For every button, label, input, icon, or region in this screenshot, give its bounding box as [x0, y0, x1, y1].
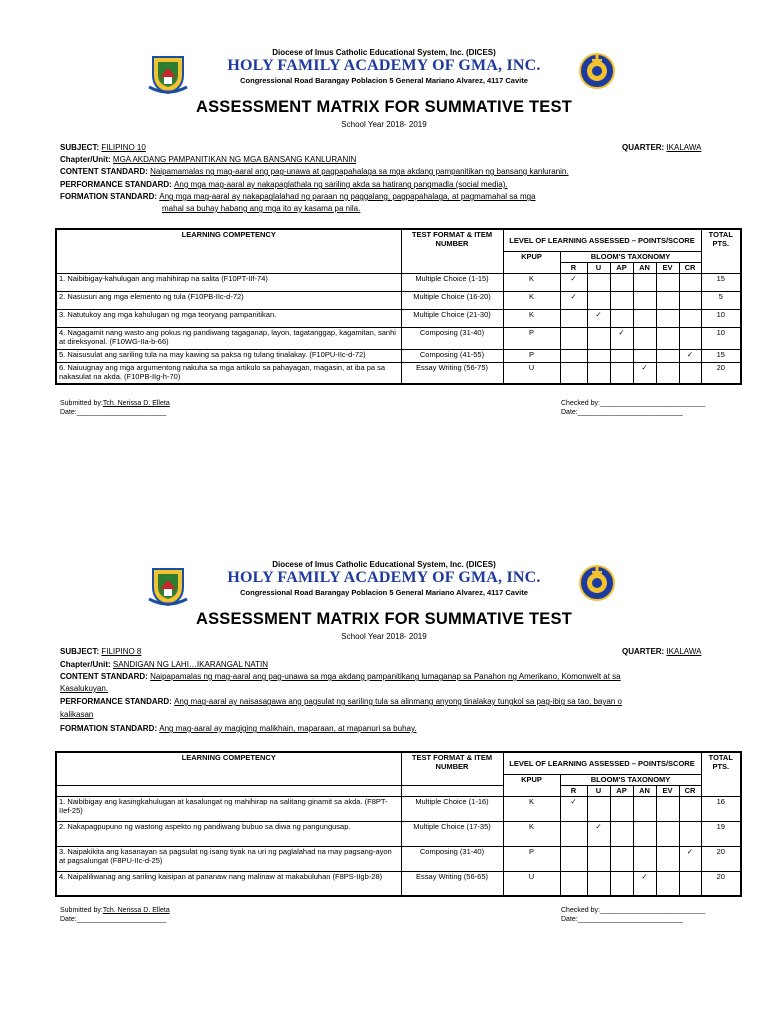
- bloom-cell-cr: [679, 796, 701, 821]
- bloom-cell-ap: [610, 362, 633, 384]
- date-left: Date:_______________________: [60, 409, 167, 416]
- table-row: [56, 309, 741, 327]
- bloom-cell-ap: [610, 796, 633, 821]
- quarter-field: QUARTER: IKALAWA: [622, 647, 702, 656]
- diocese-line: Diocese of Imus Catholic Educational System, Inc. (DICES): [272, 48, 496, 57]
- col-bloom: BLOOM'S TAXONOMY: [560, 251, 701, 262]
- bloom-cell-r: [560, 796, 587, 821]
- total-cell: 20: [701, 871, 741, 896]
- performance-standard-field: PERFORMANCE STANDARD: Ang mga mag-aaral ay nakapaglathala ng sariling akda sa hatirang pangmadla (social media).: [60, 180, 508, 189]
- bloom-cell-r: [560, 327, 587, 349]
- check-mark-icon: ✓: [686, 846, 694, 856]
- total-cell: 5: [701, 291, 741, 309]
- chapter-field: Chapter/Unit: MGA AKDANG PAMPANITIKAN NG MGA BANSANG KANLURANIN: [60, 155, 357, 164]
- check-mark-icon: ✓: [570, 273, 577, 283]
- bloom-cell-r: [560, 846, 587, 871]
- bloom-cell-ap: [610, 309, 633, 327]
- bloom-cell-ap: [610, 871, 633, 896]
- quarter-value: IKALAWA: [666, 143, 702, 152]
- document-title: ASSESSMENT MATRIX FOR SUMMATIVE TEST: [195, 98, 573, 116]
- format-cell: Multiple Choice (17-35): [401, 821, 503, 846]
- bloom-cell-ev: [656, 846, 679, 871]
- bloom-cell-ap: [610, 273, 633, 291]
- total-cell: 10: [701, 327, 741, 349]
- format-cell: Essay Writing (56-75): [401, 362, 503, 384]
- bloom-cell-u: [587, 273, 610, 291]
- kpup-cell: P: [503, 327, 560, 349]
- performance-standard-cont: kalikasan: [60, 710, 94, 719]
- submitted-by: Submitted by:Tch. Nerissa D. Elleta: [60, 907, 170, 914]
- bloom-cell-an: [633, 273, 656, 291]
- bloom-cell-ap: [610, 821, 633, 846]
- table-row: [56, 821, 741, 846]
- col-bloom: BLOOM'S TAXONOMY: [560, 774, 701, 785]
- competency-cell: 5. Naisusulat ang sariling tula na may kawing sa paksa ng tulang tinalakay. (F10PU-IIc-d-72): [56, 349, 401, 362]
- competency-cell: 6. Naiuugnay ang mga argumentong nakuha sa mga artikulo sa pahayagan, magasin, at iba pa sa nakasulat na akda. (F10PB-IIg-h-70): [56, 362, 401, 384]
- check-mark-icon: ✓: [570, 796, 577, 806]
- bloom-cell-cr: [679, 349, 701, 362]
- bloom-cell-ev: [656, 327, 679, 349]
- bloom-cell-an: [633, 796, 656, 821]
- bloom-cell-u: [587, 309, 610, 327]
- bloom-cell-an: [633, 871, 656, 896]
- bloom-cell-u: [587, 871, 610, 896]
- bloom-cell-ap: [610, 349, 633, 362]
- total-cell: 15: [701, 273, 741, 291]
- table-row: [56, 273, 741, 291]
- col-competency: LEARNING COMPETENCY: [56, 229, 401, 273]
- kpup-cell: U: [503, 362, 560, 384]
- bloom-cell-ev: [656, 796, 679, 821]
- bloom-cell-u: [587, 821, 610, 846]
- bloom-cell-cr: [679, 846, 701, 871]
- check-mark-icon: ✓: [595, 309, 602, 319]
- col-total: TOTAL PTS.: [701, 229, 741, 273]
- date-right: Date:___________________________: [561, 916, 683, 923]
- school-name: HOLY FAMILY ACADEMY OF GMA, INC.: [227, 57, 541, 74]
- document-title: ASSESSMENT MATRIX FOR SUMMATIVE TEST: [195, 610, 573, 628]
- bloom-cell-r: [560, 273, 587, 291]
- kpup-cell: P: [503, 846, 560, 871]
- subject-value: FILIPINO 10: [101, 143, 146, 152]
- format-cell: Composing (31-40): [401, 327, 503, 349]
- format-cell: Essay Writing (56-65): [401, 871, 503, 896]
- bloom-cell-ap: [610, 846, 633, 871]
- bloom-cell-u: [587, 349, 610, 362]
- bloom-cell-ev: [656, 871, 679, 896]
- col-total: TOTAL PTS.: [701, 752, 741, 796]
- col-format: TEST FORMAT & ITEM NUMBER: [401, 752, 503, 785]
- kpup-cell: K: [503, 821, 560, 846]
- bloom-cell-cr: [679, 821, 701, 846]
- bloom-cell-cr: [679, 871, 701, 896]
- content-standard-cont: Kasalukuyan.: [60, 684, 109, 693]
- total-cell: 20: [701, 846, 741, 871]
- assessment-sheet-2: [0, 512, 768, 1024]
- bloom-cell-an: [633, 291, 656, 309]
- check-mark-icon: ✓: [618, 327, 625, 337]
- bloom-cell-ev: [656, 349, 679, 362]
- checked-by: Checked by:___________________________: [561, 400, 706, 407]
- format-cell: Multiple Choice (1-16): [401, 796, 503, 821]
- bloom-cell-u: [587, 796, 610, 821]
- kpup-cell: U: [503, 871, 560, 896]
- submitted-by: Submitted by:Tch. Nerissa D. Elleta: [60, 400, 170, 407]
- bloom-cell-ev: [656, 821, 679, 846]
- bloom-cell-ap: [610, 327, 633, 349]
- kpup-cell: K: [503, 273, 560, 291]
- school-address: Congressional Road Barangay Poblacion 5 General Mariano Alvarez, 4117 Cavite: [240, 588, 528, 597]
- bloom-cell-r: [560, 291, 587, 309]
- subject-field: SUBJECT: FILIPINO 8: [60, 647, 142, 656]
- performance-standard-field: PERFORMANCE STANDARD: Ang mag-aaral ay naisasagawa ang pagsulat ng sariling tula sa alinmang anyong tinalakay tungkol sa pag-ibig sa tao, bayan o: [60, 697, 622, 706]
- kpup-cell: K: [503, 309, 560, 327]
- format-cell: Multiple Choice (16-20): [401, 291, 503, 309]
- bloom-cell-cr: [679, 309, 701, 327]
- competency-cell: 2. Nakapagpupuno ng wastong aspekto ng pandiwang bubuo sa diwa ng pangungusap.: [56, 821, 401, 846]
- competency-cell: 1. Naibibigay-kahulugan ang mahihirap na salita (F10PT-IIf-74): [56, 273, 401, 291]
- competency-cell: 2. Nasusuri ang mga elemento ng tula (F10PB-IIc-d-72): [56, 291, 401, 309]
- table-row: [56, 291, 741, 309]
- school-address: Congressional Road Barangay Poblacion 5 General Mariano Alvarez, 4117 Cavite: [240, 76, 528, 85]
- table-row: [56, 362, 741, 384]
- competency-cell: 3. Natutukoy ang mga kahulugan ng mga teoryang pampanitikan.: [56, 309, 401, 327]
- bloom-levels-row: R U AP AN EV CR: [56, 785, 741, 796]
- format-cell: Multiple Choice (1-15): [401, 273, 503, 291]
- kpup-cell: K: [503, 796, 560, 821]
- bloom-cell-ev: [656, 273, 679, 291]
- bloom-cell-cr: [679, 362, 701, 384]
- check-mark-icon: ✓: [641, 871, 648, 881]
- bloom-cell-u: [587, 846, 610, 871]
- col-format: TEST FORMAT & ITEM NUMBER: [401, 229, 503, 273]
- formation-standard-field: FORMATION STANDARD: Ang mga mag-aaral ay nakapaglalahad ng paraan ng paggalang, pagpapahalaga, at pagmamahal sa mga: [60, 192, 536, 201]
- check-mark-icon: ✓: [570, 291, 577, 301]
- bloom-cell-an: [633, 821, 656, 846]
- competency-cell: 1. Naibibigay ang kasingkahulugan at kasalungat ng mahihirap na salitang ginamit sa akda. (F8PT-IIef-25): [56, 796, 401, 821]
- kpup-cell: P: [503, 349, 560, 362]
- bloom-cell-an: [633, 327, 656, 349]
- bloom-cell-ev: [656, 362, 679, 384]
- bloom-cell-r: [560, 309, 587, 327]
- total-cell: 10: [701, 309, 741, 327]
- diocese-line: Diocese of Imus Catholic Educational System, Inc. (DICES): [272, 560, 496, 569]
- bloom-cell-an: [633, 362, 656, 384]
- content-standard-field: CONTENT STANDARD: Naipapamalas ng mag-aaral ang pag-unawa sa mga akdang pampanitikang lumaganap sa Panahon ng Amerikano, Komonwelt at sa: [60, 672, 621, 681]
- competency-cell: 4. Nagagamit nang wasto ang pokus ng pandiwang tagaganap, layon, tagatanggap, kagamitan, sanhi at direksyonal. (F10WG-IIa-b-66): [56, 327, 401, 349]
- school-name: HOLY FAMILY ACADEMY OF GMA, INC.: [227, 569, 541, 586]
- table-row: [56, 327, 741, 349]
- format-cell: Composing (41-55): [401, 349, 503, 362]
- date-right: Date:___________________________: [561, 409, 683, 416]
- bloom-levels-row: R U AP AN EV CR: [56, 262, 741, 273]
- bloom-cell-cr: [679, 291, 701, 309]
- bloom-cell-an: [633, 349, 656, 362]
- assessment-matrix-table: [55, 228, 742, 385]
- bloom-cell-u: [587, 362, 610, 384]
- bloom-cell-ev: [656, 309, 679, 327]
- table-row: [56, 349, 741, 362]
- bloom-cell-r: [560, 821, 587, 846]
- bloom-cell-an: [633, 309, 656, 327]
- bloom-cell-r: [560, 349, 587, 362]
- bloom-cell-ap: [610, 291, 633, 309]
- bloom-cell-ev: [656, 291, 679, 309]
- school-year: School Year 2018- 2019: [341, 632, 427, 641]
- col-level: LEVEL OF LEARNING ASSESSED – POINTS/SCORE: [503, 752, 701, 774]
- formation-standard-cont: mahal sa buhay habang ang mga ito ay kasama pa nila.: [162, 204, 361, 213]
- check-mark-icon: ✓: [641, 362, 648, 372]
- total-cell: 19: [701, 821, 741, 846]
- formation-standard-field: FORMATION STANDARD: Ang mag-aaral ay magiging malikhain, maparaan, at mapanuri sa buhay.: [60, 724, 417, 733]
- date-left: Date:_______________________: [60, 916, 167, 923]
- table-row: [56, 871, 741, 896]
- col-competency: LEARNING COMPETENCY: [56, 752, 401, 785]
- subject-field: SUBJECT: FILIPINO 10: [60, 143, 146, 152]
- bloom-cell-u: [587, 291, 610, 309]
- bloom-cell-cr: [679, 327, 701, 349]
- total-cell: 16: [701, 796, 741, 821]
- col-level: LEVEL OF LEARNING ASSESSED – POINTS/SCORE: [503, 229, 701, 251]
- bloom-cell-cr: [679, 273, 701, 291]
- total-cell: 20: [701, 362, 741, 384]
- chapter-field: Chapter/Unit: SANDIGAN NG LAHI…IKARANGAL NATIN: [60, 660, 269, 669]
- col-kpup: KPUP: [503, 251, 560, 273]
- table-row: [56, 846, 741, 871]
- bloom-cell-r: [560, 362, 587, 384]
- format-cell: Composing (31-40): [401, 846, 503, 871]
- school-year: School Year 2018- 2019: [341, 120, 427, 129]
- col-kpup: KPUP: [503, 774, 560, 796]
- format-cell: Multiple Choice (21-30): [401, 309, 503, 327]
- content-standard-field: CONTENT STANDARD: Naipamamalas ng mag-aaral ang pag-unawa at pagpapahalaga sa mga akdang pampanitikan ng bansang kanluranin.: [60, 167, 569, 176]
- competency-cell: 3. Naipakikita ang kasanayan sa pagsulat ng isang tiyak na uri ng paglalahad na may pagsang-ayon at pagsalungat (F8PU-IIc-d-25): [56, 846, 401, 871]
- check-mark-icon: ✓: [686, 349, 694, 359]
- assessment-matrix-table: [55, 751, 742, 897]
- check-mark-icon: ✓: [595, 821, 602, 831]
- bloom-cell-u: [587, 327, 610, 349]
- competency-cell: 4. Naipaliliwanag ang sariling kaisipan at pananaw nang malinaw at makabuluhan (F8PS-IIgb-28): [56, 871, 401, 896]
- table-row: [56, 796, 741, 821]
- bloom-cell-r: [560, 871, 587, 896]
- quarter-field: QUARTER: IKALAWA: [622, 143, 702, 152]
- total-cell: 15: [701, 349, 741, 362]
- kpup-cell: K: [503, 291, 560, 309]
- bloom-cell-an: [633, 846, 656, 871]
- checked-by: Checked by:___________________________: [561, 907, 706, 914]
